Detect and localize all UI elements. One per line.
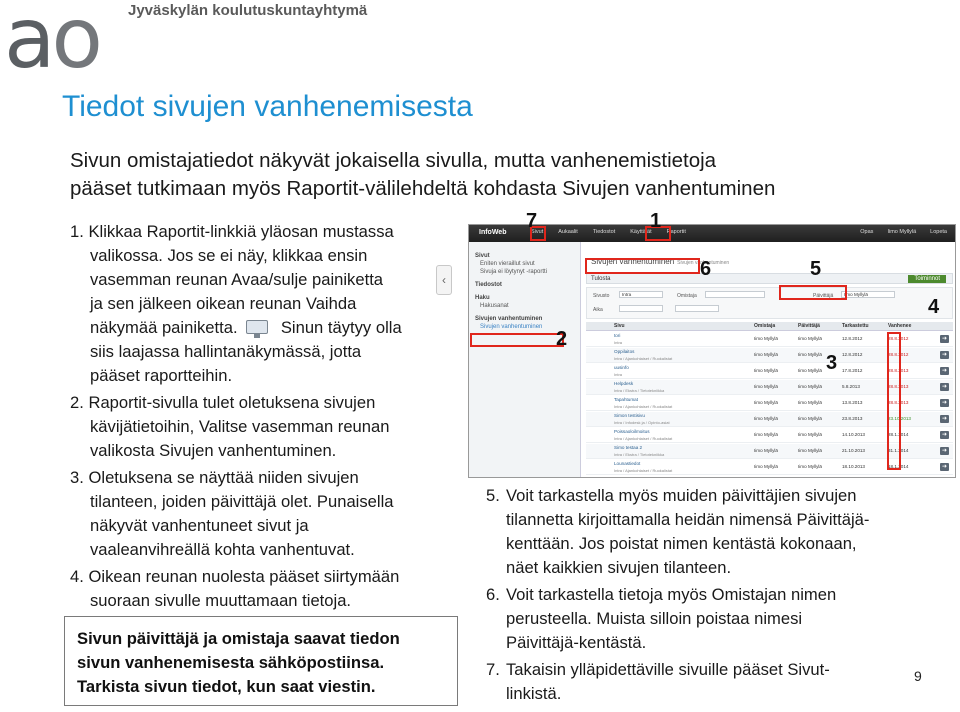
shot-cell-expires: 28.8.2013 <box>888 400 909 405</box>
shot-sidebar-item: Eniten vieraillut sivut <box>480 261 535 267</box>
callout-number-1: 1 <box>650 210 662 232</box>
shot-cell-expires: 31.1.2014 <box>888 448 909 453</box>
step-3 <box>70 466 470 562</box>
shot-cell-path: Intra / Ajankohtaiset / Ruokalistat <box>614 404 673 409</box>
step-number: 5. <box>486 486 500 505</box>
shot-filter-label: Sivusto <box>593 293 610 299</box>
step-text: perusteella. Muista silloin poistaa nimesi <box>506 609 803 628</box>
reports-screenshot <box>468 224 956 478</box>
shot-cell-checked: 14.10.2013 <box>842 432 865 437</box>
shot-breadcrumb: Sivujen vanhentuminen <box>677 260 730 266</box>
shot-cell-updater: Iimo Myllylä <box>798 368 822 373</box>
intro-line-2: pääset tutkimaan myös Raportit-välilehdeltä kohdasta Sivujen vanhentuminen <box>70 177 776 200</box>
notice-line: Tarkista sivun tiedot, kun saat viestin. <box>77 677 376 696</box>
step-2 <box>70 391 470 463</box>
shot-filter-field: Intra <box>619 291 663 298</box>
step-6 <box>486 583 936 655</box>
shot-cell-checked: 5.8.2013 <box>842 384 860 389</box>
step-text: siis laajassa hallintanäkymässä, jotta <box>90 342 362 361</box>
callout-number-3: 3 <box>826 352 838 374</box>
shot-filter-field <box>675 305 719 312</box>
step-text: pääset raportteihin. <box>90 366 233 385</box>
step-text: kävijätietoihin, Valitse vasemman reunan <box>90 417 390 436</box>
shot-cell-expires: 18.1.2014 <box>888 464 909 469</box>
step-text: näkymää painiketta. <box>90 318 238 337</box>
shot-sidebar-item: Sivuja ei löytynyt -raportti <box>480 269 548 275</box>
step-text: Sinun täytyy olla <box>280 318 402 337</box>
shot-cell-page: Oppilaitos <box>614 349 635 354</box>
shot-cell-page: tori <box>614 333 621 338</box>
shot-cell-checked: 12.8.2012 <box>842 336 863 341</box>
shot-cell-path: Intra / Ajankohtaiset / Ruokalistat <box>614 356 673 361</box>
step-7 <box>486 658 936 706</box>
shot-heading-text: Sivujen vanhentuminen <box>591 257 675 266</box>
step-text: kenttään. Jos poistat nimen kentästä kokonaan, <box>506 534 857 553</box>
shot-cell-expires: 28.8.2013 <box>888 384 909 389</box>
step-number: 7. <box>486 660 500 679</box>
step-text: ja sen jälkeen oikean reunan Vaihda <box>90 294 357 313</box>
shot-cell-owner: Iimo Myllylä <box>754 400 778 405</box>
shot-sidebar-item-active: Sivujen vanhentuminen <box>480 324 543 330</box>
callout-frame-4 <box>887 332 901 470</box>
shot-filter <box>586 287 953 319</box>
callout-number-7: 7 <box>526 210 538 232</box>
shot-cell-page: uusinfo <box>614 365 629 370</box>
step-text: näet kaikkien sivujen tilanteen. <box>506 558 732 577</box>
logo-mark-a: a <box>4 0 52 87</box>
shot-sidebar-group: Sivut <box>475 253 490 259</box>
shot-cell-updater: Iimo Myllylä <box>798 432 822 437</box>
shot-cell-owner: Iimo Myllylä <box>754 432 778 437</box>
shot-nav-tiedostot: Tiedostot <box>592 229 616 235</box>
step-number: 3. <box>70 468 84 487</box>
shot-row-arrow-icon: ➜ <box>941 336 948 342</box>
shot-row-arrow-icon: ➜ <box>941 400 948 406</box>
shot-col: Päivittäjä <box>798 323 820 329</box>
callout-frame-2 <box>470 333 564 347</box>
shot-cell-checked: 23.8.2013 <box>842 416 863 421</box>
shot-row-arrow-icon: ➜ <box>941 416 948 422</box>
shot-filter-label: Aika <box>593 307 603 313</box>
step-number: 4. <box>70 567 84 586</box>
step-text: valikosta Sivujen vanhentuminen. <box>90 441 337 460</box>
shot-logout: Lopeta <box>930 229 947 235</box>
notice-line: Sivun päivittäjä ja omistaja saavat tiedon <box>77 629 400 648</box>
shot-cell-path: Intra / Ekstra / Tietotekniikka <box>614 452 665 457</box>
shot-cell-path: Intra / Ajankohtaiset / Ruokalistat <box>614 468 673 473</box>
organization-name: Jyväskylän koulutuskuntayhtymä <box>128 2 368 19</box>
step-text: suoraan sivulle muuttamaan tietoja. <box>90 591 352 610</box>
instructions-right <box>486 484 936 709</box>
step-text: Päivittäjä-kentästä. <box>506 633 647 652</box>
shot-cell-checked: 17.8.2012 <box>842 368 863 373</box>
shot-app-name: InfoWeb <box>479 229 507 236</box>
shot-cell-owner: Iimo Myllylä <box>754 464 778 469</box>
shot-cell-checked: 12.8.2012 <box>842 352 863 357</box>
shot-table-header <box>586 322 953 331</box>
shot-sidebar-group: Sivujen vanhentuminen <box>475 316 543 322</box>
shot-cell-page: Helpdesk <box>614 381 634 386</box>
shot-cell-owner: Iimo Myllylä <box>754 448 778 453</box>
step-4 <box>70 565 470 613</box>
shot-help: Opas <box>860 229 874 235</box>
shot-cell-owner: Iimo Myllylä <box>754 336 778 341</box>
shot-cell-expires: 28.8.2013 <box>888 368 909 373</box>
callout-frame-6 <box>585 258 700 274</box>
shot-cell-page: Poissaoloilmoitus <box>614 429 650 434</box>
step-text: Voit tarkastella myös muiden päivittäjien sivujen <box>506 486 857 505</box>
shot-print: Tulosta <box>591 276 611 282</box>
shot-cell-owner: Iimo Myllylä <box>754 352 778 357</box>
slide-title: Tiedot sivujen vanhenemisesta <box>62 90 473 123</box>
shot-col: Omistaja <box>754 323 776 329</box>
shot-cell-page: Simon testisivu <box>614 413 645 418</box>
shot-cell-path: Intra <box>614 372 623 377</box>
instructions-left <box>70 220 470 616</box>
shot-filter-field: Iimo Myllylä <box>841 291 895 298</box>
shot-filter-label: Päivittäjä <box>813 293 834 299</box>
shot-cell-path: Intra / Ekstra / Tietotekniikka <box>614 388 665 393</box>
callout-frame-5 <box>779 285 847 300</box>
shot-cell-updater: Iimo Myllylä <box>798 416 822 421</box>
shot-cell-page: Lounastiedot <box>614 461 641 466</box>
step-text: näkyvät vanhentuneet sivut ja <box>90 516 309 535</box>
shot-cell-checked: 18.10.2013 <box>842 464 865 469</box>
shot-cell-owner: Iimo Myllylä <box>754 384 778 389</box>
shot-top-right <box>846 229 947 235</box>
step-text: valikossa. Jos se ei näy, klikkaa ensin <box>90 246 368 265</box>
shot-cell-updater: Iimo Myllylä <box>798 336 822 341</box>
shot-actions: Toiminnot <box>908 275 946 283</box>
step-text: vasemman reunan Avaa/sulje painiketta <box>90 270 384 289</box>
shot-cell-expires: 28.8.2012 <box>888 352 909 357</box>
shot-user: Iimo Myllylä <box>887 229 917 235</box>
shot-nav-raportit: Raportit <box>666 229 686 235</box>
shot-cell-updater: Iimo Myllylä <box>798 352 822 357</box>
shot-nav-sivut: Sivut <box>531 229 544 235</box>
shot-col: Tarkastettu <box>842 323 869 329</box>
shot-sidebar <box>469 242 581 478</box>
shot-cell-owner: Iimo Myllylä <box>754 368 778 373</box>
step-text: Takaisin ylläpidettäville sivuille pääset Sivut- <box>506 660 830 679</box>
shot-filter-field <box>705 291 765 298</box>
callout-number-6: 6 <box>700 258 712 280</box>
step-text: linkistä. <box>506 684 562 703</box>
shot-row-arrow-icon: ➜ <box>941 448 948 454</box>
shot-top-nav <box>531 229 701 235</box>
shot-col: Vanhenee <box>888 323 912 329</box>
shot-col: Sivu <box>614 323 625 329</box>
shot-toolbar <box>586 273 953 284</box>
shot-cell-path: Intra / Ajankohtaiset / Ruokalistat <box>614 436 673 441</box>
step-text-with-icon <box>70 316 470 340</box>
step-text: Oikean reunan nuolesta pääset siirtymään <box>88 567 400 586</box>
shot-cell-updater: Iimo Myllylä <box>798 400 822 405</box>
logo-mark-o: o <box>51 0 99 87</box>
callout-number-4: 4 <box>928 296 940 318</box>
step-5 <box>486 484 936 580</box>
shot-sidebar-group: Haku <box>475 295 490 301</box>
step-text: Oletuksena se näyttää niiden sivujen <box>88 468 359 487</box>
step-text: Raportit-sivulla tulet oletuksena sivujen <box>88 393 376 412</box>
shot-cell-expires: 23.10.2013 <box>888 416 911 421</box>
step-1 <box>70 220 470 388</box>
step-number: 1. <box>70 222 84 241</box>
shot-row-arrow-icon: ➜ <box>941 352 948 358</box>
shot-cell-expires: 28.1.2014 <box>888 432 909 437</box>
step-text: Voit tarkastella tietoja myös Omistajan nimen <box>506 585 837 604</box>
intro-line-1: Sivun omistajatiedot näkyvät jokaisella sivulla, mutta vanhenemistietoja <box>70 149 717 172</box>
intro-text <box>70 147 940 203</box>
callout-number-5: 5 <box>810 258 822 280</box>
step-text: tilanteen, joiden päivittäjä olet. Punaisella <box>90 492 394 511</box>
open-close-toggle-icon: ‹ <box>436 265 452 295</box>
callout-number-2: 2 <box>556 328 568 350</box>
logo <box>4 0 120 87</box>
shot-row-arrow-icon: ➜ <box>941 432 948 438</box>
switch-view-icon <box>244 319 270 339</box>
shot-cell-page: Tapahtumat <box>614 397 639 402</box>
notice-line: sivun vanhenemisesta sähköpostiinsa. <box>77 653 385 672</box>
shot-sidebar-group: Tiedostot <box>475 282 502 288</box>
shot-nav-kayttajat: Käyttäjät <box>630 229 652 235</box>
shot-sidebar-item: Hakusanat <box>480 303 509 309</box>
shot-cell-path: Intra / Infodesk ja / Opinto-asiat <box>614 420 670 425</box>
step-text: tilannetta kirjoittamalla heidän nimensä Päivittäjä- <box>506 510 870 529</box>
shot-nav-aukaalit: Aukaalit <box>558 229 578 235</box>
shot-row-arrow-icon: ➜ <box>941 368 948 374</box>
shot-cell-updater: Iimo Myllylä <box>798 448 822 453</box>
shot-cell-checked: 21.10.2013 <box>842 448 865 453</box>
page-number: 9 <box>914 668 922 684</box>
shot-cell-updater: Iimo Myllylä <box>798 464 822 469</box>
step-text: vaaleanvihreällä kohta vanhentuvat. <box>90 540 355 559</box>
shot-cell-path: Intra <box>614 340 623 345</box>
logo-mark <box>4 0 99 87</box>
shot-cell-expires: 28.8.2012 <box>888 336 909 341</box>
shot-cell-owner: Iimo Myllylä <box>754 416 778 421</box>
step-text: Klikkaa Raportit-linkkiä yläosan mustassa <box>88 222 394 241</box>
shot-cell-page: Simo testaa 2 <box>614 445 643 450</box>
notice-box <box>64 616 458 706</box>
step-number: 2. <box>70 393 84 412</box>
shot-cell-checked: 13.8.2013 <box>842 400 863 405</box>
shot-filter-label: Omistaja <box>677 293 697 299</box>
shot-row-arrow-icon: ➜ <box>941 384 948 390</box>
shot-filter-field <box>619 305 663 312</box>
shot-cell-updater: Iimo Myllylä <box>798 384 822 389</box>
shot-row-arrow-icon: ➜ <box>941 464 948 470</box>
step-number: 6. <box>486 585 500 604</box>
